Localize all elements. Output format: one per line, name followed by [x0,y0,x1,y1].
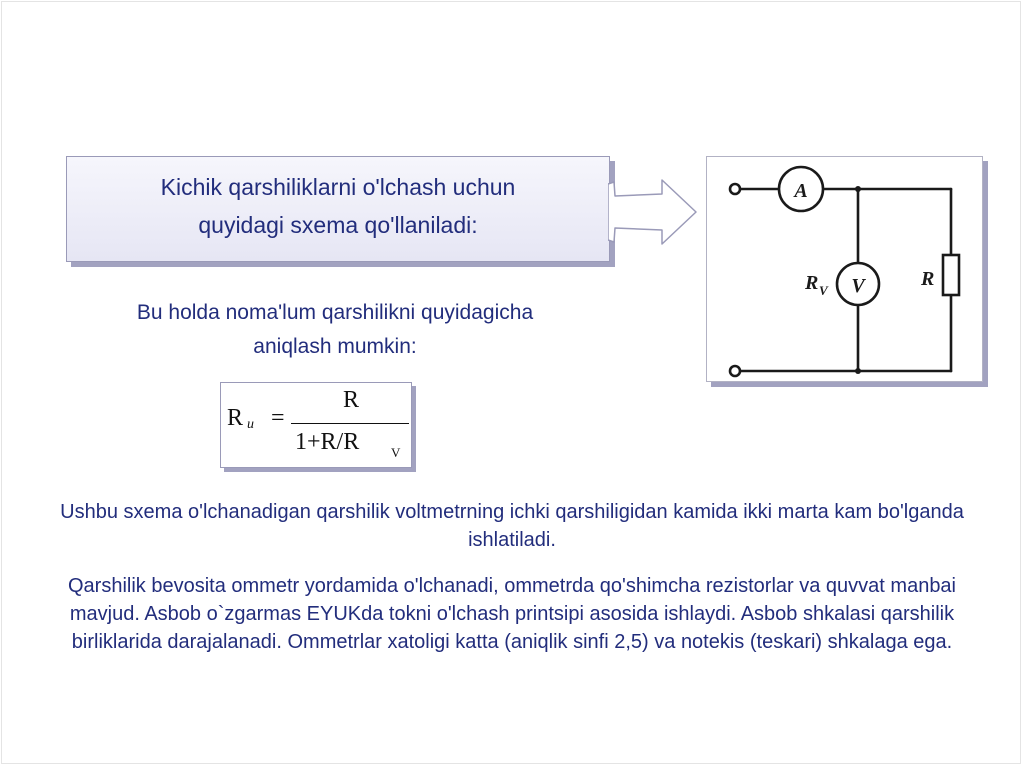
rv-label: R [805,272,819,294]
formula-fraction-bar [291,423,409,424]
callout-line-1: Kichik qarshiliklarni o'lchash uchun [160,174,516,200]
formula-equals: = [271,405,285,431]
formula-lhs: R [227,405,244,431]
callout-line-2: quyidagi sxema qo'llaniladi: [198,212,478,238]
right-arrow-icon [608,174,704,250]
formula-denominator-subscript: V [391,445,401,460]
paragraph-2: Qarshilik bevosita ommetr yordamida o'lchanadi, ommetrda qo'shimcha rezistorlar va quvvat manbai mavjud. Asbob o`zgarmas EYUKda tokni o'lchash printsipi asosida ishlaydi. Asbob shkalasi qarshilik birliklarida darajalanadi. Ommetrlar xatoligi katta (aniqlik sinfi 2,5) va notekis (teskari) shkalaga ega. [67,575,957,653]
intro-line-2: aniqlash mumkin: [253,335,417,358]
formula-box [220,382,412,468]
terminal-top [730,184,740,194]
formula-numerator: R [342,387,359,413]
junction-bottom [855,368,861,374]
paragraph-1: Ushbu sxema o'lchanadigan qarshilik voltmetrning ichki qarshiligidan kamida ikki marta kam bo'lganda ishlatiladi. [60,501,964,551]
formula-lhs-subscript: и [247,417,254,432]
intro-text [70,296,600,364]
intro-line-1: Bu holda noma'lum qarshilikni quyidagicha [136,301,534,324]
circuit-svg [707,157,984,383]
formula-denominator: 1+R/R [295,429,360,455]
voltmeter-label: V [851,275,865,297]
callout-text [66,168,610,244]
resistor-icon [943,255,959,295]
junction-top [855,186,861,192]
ammeter-label: A [794,180,808,202]
terminal-bottom [730,366,740,376]
circuit-diagram [706,156,983,382]
rv-subscript: V [819,283,828,298]
resistor-label: R [921,268,935,290]
